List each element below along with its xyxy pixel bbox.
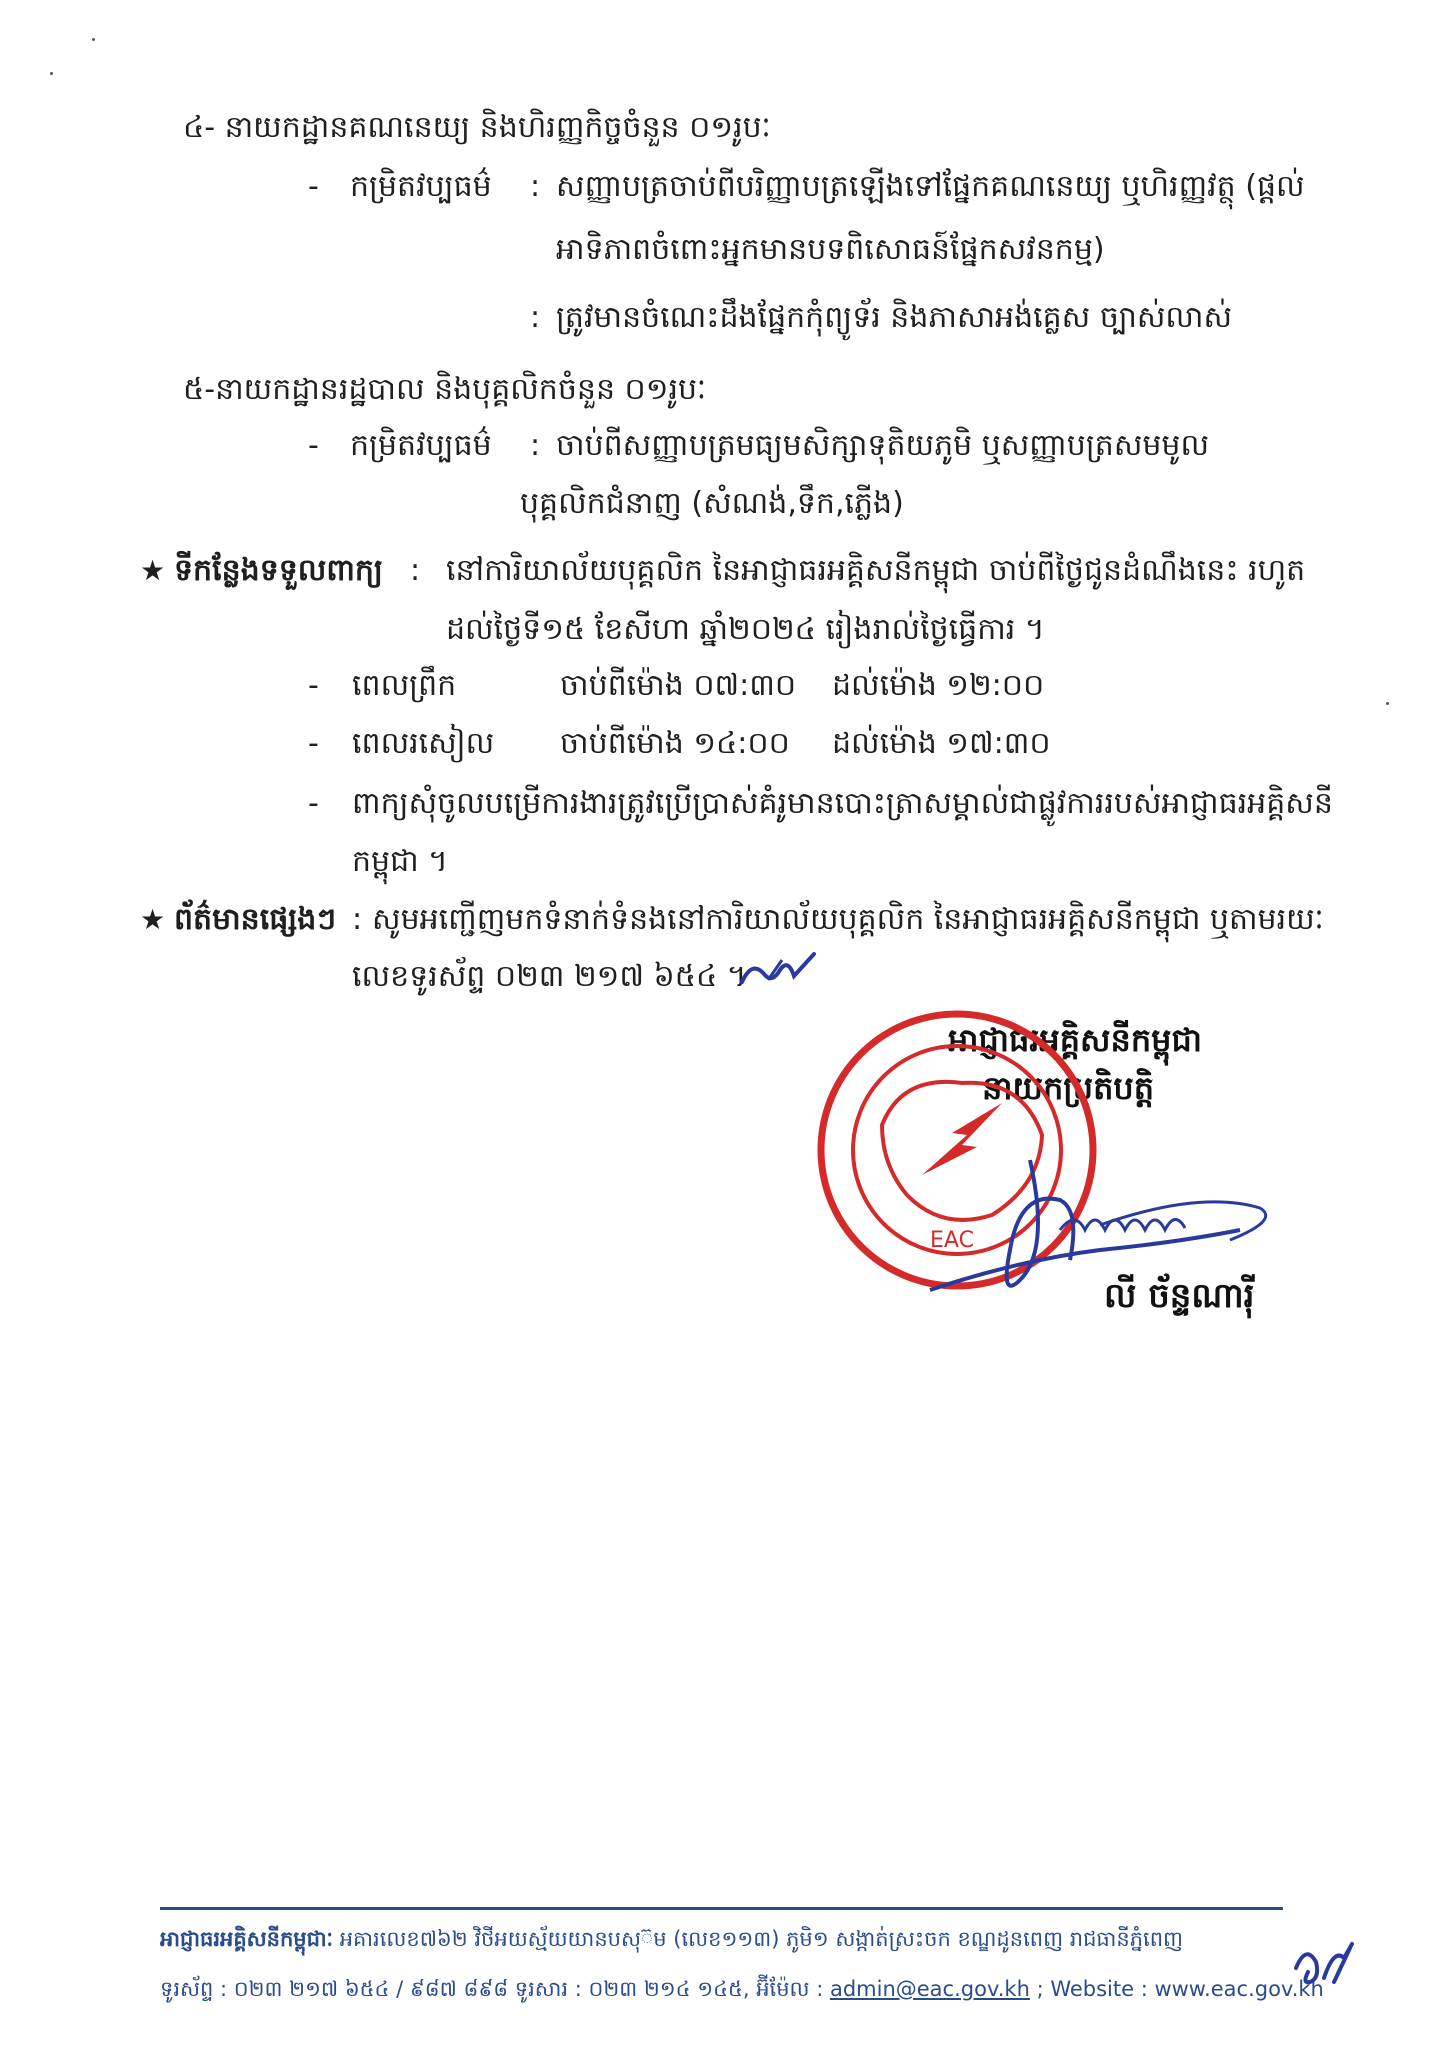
dash: -	[308, 726, 319, 761]
dash: -	[308, 668, 319, 703]
morning-to: ដល់ម៉ោង ១២:០០	[832, 668, 1045, 703]
signatory-org: អាជ្ញាធរអគ្គិសនីកម្ពុជា	[948, 1021, 1202, 1059]
footer-address-line	[160, 1924, 1183, 1954]
application-label: ទីកន្លែងទទួលពាក្យ	[174, 553, 383, 588]
other-info-text: លេខទូរស័ព្ទ ០២៣ ២១៧ ៦៥៤ ។	[352, 959, 747, 994]
signatory-name: លី ច័ន្ទណារ៉ី	[1104, 1276, 1255, 1316]
dash: -	[308, 428, 319, 463]
afternoon-to: ដល់ម៉ោង ១៧:៣០	[832, 726, 1051, 761]
footer-phone: ទូរស័ព្ទ : ០២៣ ២១៧ ៦៥៤ / ៩៨៧ ៨៩៨ ទូរសារ : ០២៣ ២១៤ ១៤៥, អ៊ីម៉ែល :	[160, 1977, 830, 2001]
colon: :	[410, 553, 421, 588]
footer-website: ; Website : www.eac.gov.kh	[1029, 1977, 1324, 2001]
signatory-role: នាយកប្រតិបត្តិ	[982, 1069, 1155, 1107]
colon: :	[530, 169, 541, 204]
footer-email-link[interactable]: admin@eac.gov.kh	[829, 1977, 1030, 2001]
star-bullet: ★	[140, 903, 166, 936]
morning-label: ពេលព្រឹក	[352, 668, 457, 703]
criteria-label: កម្រិតវប្បធម៌	[350, 428, 492, 463]
criteria-text: ចាប់ពីសញ្ញាបត្រមធ្យមសិក្សាទុតិយភូមិ ឬសញ្ញាបត្រសមមូល	[556, 428, 1210, 463]
other-info-label: ព័ត៌មានផ្សេងៗ	[174, 902, 337, 937]
criteria-text: ត្រូវមានចំណេះដឹងផ្នែកកុំព្យូទ័រ និងភាសាអង់គ្លេស ច្បាស់លាស់	[556, 300, 1233, 335]
colon: :	[530, 428, 541, 463]
colon: :	[352, 902, 363, 937]
stamp-text: EAC	[930, 1228, 974, 1253]
section-4-heading: ៤- នាយកដ្ឋានគណនេយ្យ និងហិរញ្ញកិច្ចចំនួន ០១រូបៈ	[183, 110, 771, 145]
scan-speck	[50, 72, 53, 75]
star-bullet: ★	[140, 554, 166, 587]
application-text: ដល់ថ្ងៃទី១៥ ខែសីហា ឆ្នាំ២០២៤ រៀងរាល់ថ្ងៃធ្វើការ ។	[446, 612, 1045, 647]
afternoon-label: ពេលរសៀល	[352, 726, 495, 761]
criteria-text: សញ្ញាបត្រចាប់ពីបរិញ្ញាបត្រឡើងទៅផ្នែកគណនេយ្យ ឬហិរញ្ញវត្ថុ (ផ្តល់	[556, 169, 1305, 204]
form-note: កម្ពុជា ។	[352, 844, 448, 879]
initials-scribble	[738, 950, 818, 1000]
section-5-heading: ៥-នាយកដ្ឋានរដ្ឋបាល និងបុគ្គលិកចំនួន ០១រូបៈ	[183, 372, 707, 407]
afternoon-from: ចាប់ពីម៉ោង ១៤:០០	[560, 726, 790, 761]
footer-contact-line	[160, 1974, 1324, 2004]
scan-speck	[1386, 702, 1389, 705]
footer-initials-scribble	[1290, 1938, 1360, 1998]
dash: -	[308, 169, 319, 204]
footer-address: អគារលេខ៧៦២ វិថីអយស្ម័យយានបសុ៊ម (លេខ១១៣) ភូមិ១ សង្កាត់ស្រះចក ខណ្ឌដូនពេញ រាជធានីភ្នំពេញ	[333, 1927, 1184, 1951]
form-note: ពាក្យសុំចូលបម្រើការងារត្រូវប្រើប្រាស់គំរូមានបោះត្រាសម្គាល់ជាផ្លូវការរបស់អាជ្ញាធរអគ្គិសនី	[352, 786, 1333, 821]
other-info-text: សូមអញ្ជើញមកទំនាក់ទំនងនៅការិយាល័យបុគ្គលិក នៃអាជ្ញាធរអគ្គិសនីកម្ពុជា ឬតាមរយៈ	[372, 902, 1324, 937]
colon: :	[530, 300, 541, 335]
criteria-label: កម្រិតវប្បធម៌	[350, 169, 492, 204]
dash: -	[308, 786, 319, 821]
morning-from: ចាប់ពីម៉ោង ០៧:៣០	[560, 668, 797, 703]
application-text: នៅការិយាល័យបុគ្គលិក នៃអាជ្ញាធរអគ្គិសនីកម្ពុជា ចាប់ពីថ្ងៃជូនដំណឹងនេះ រហូត	[446, 553, 1306, 588]
scan-speck	[92, 38, 95, 41]
criteria-text: អាទិភាពចំពោះអ្នកមានបទពិសោធន៍ផ្នែកសវនកម្ម)	[556, 232, 1105, 267]
footer-divider	[160, 1907, 1283, 1910]
criteria-text: បុគ្គលិកជំនាញ (សំណង់,ទឹក,ភ្លើង)	[520, 486, 904, 521]
footer-org: អាជ្ញាធរអគ្គិសនីកម្ពុជាៈ	[160, 1927, 334, 1951]
